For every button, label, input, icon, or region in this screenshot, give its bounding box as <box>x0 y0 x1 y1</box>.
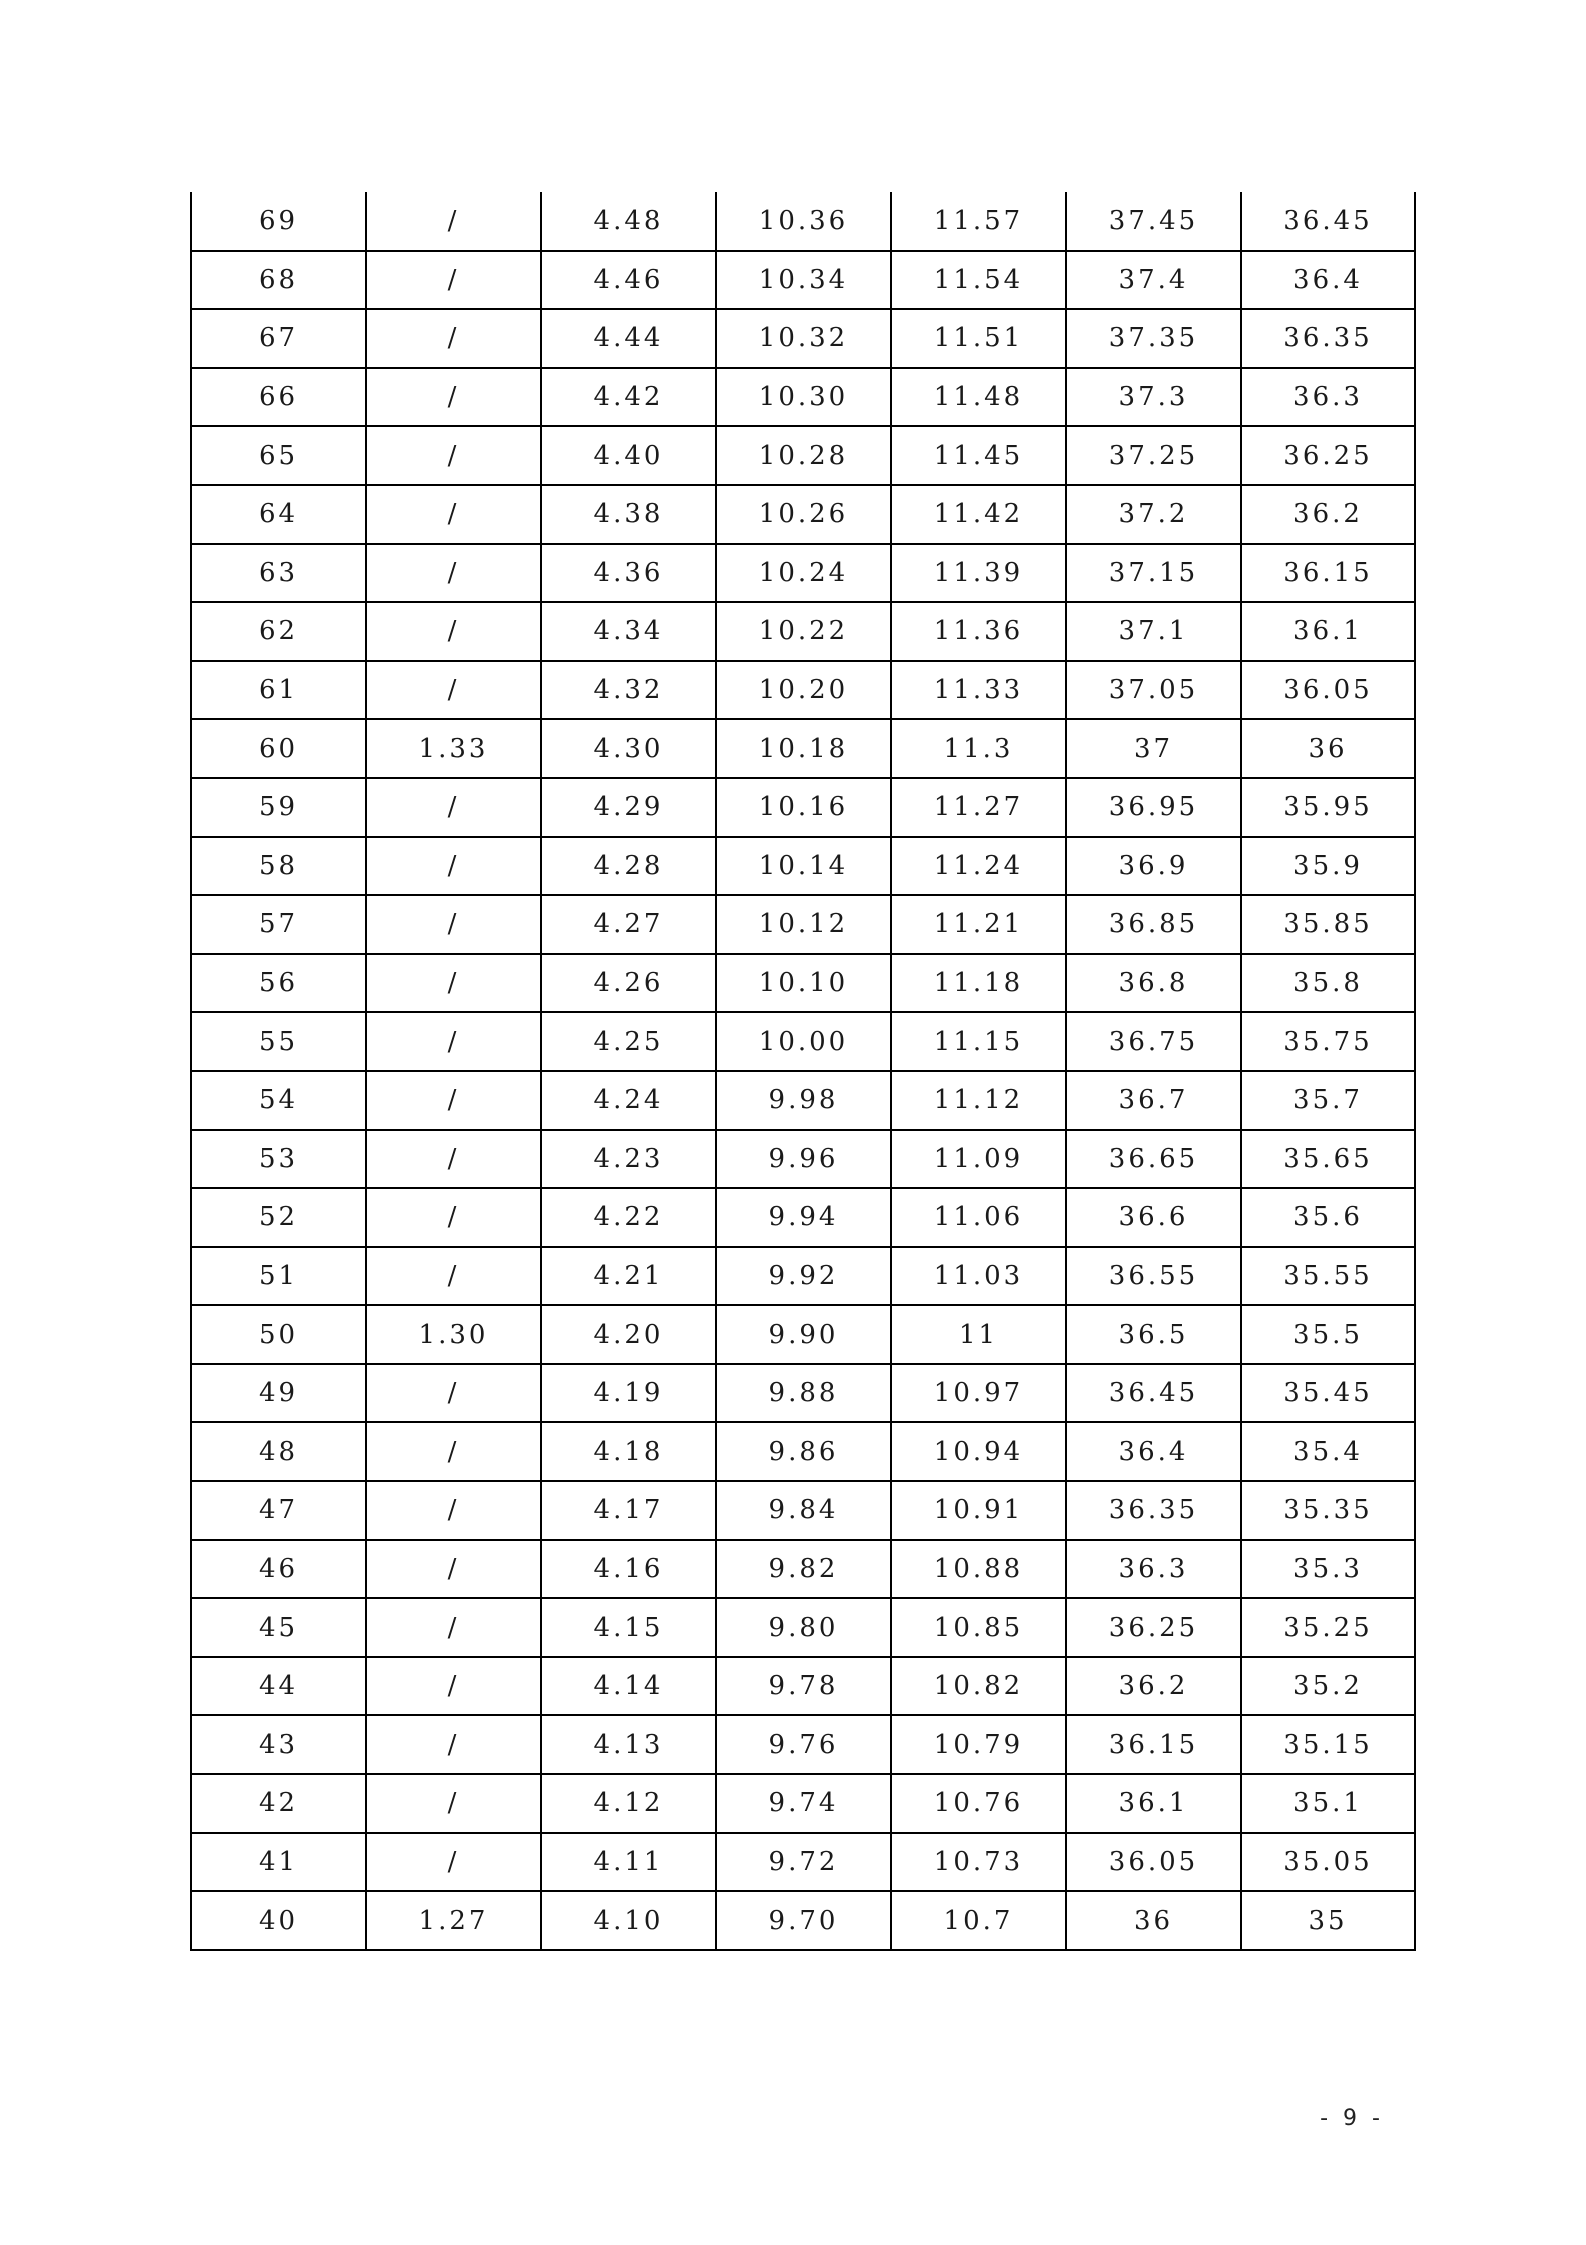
table-cell: 36.2 <box>1066 1657 1241 1716</box>
table-cell: 57 <box>191 895 366 954</box>
table-cell: 10.30 <box>716 368 891 427</box>
table-cell: 36.45 <box>1241 192 1415 251</box>
table-cell: 1.30 <box>366 1305 541 1364</box>
table-cell: 4.13 <box>541 1715 716 1774</box>
table-cell: 68 <box>191 251 366 310</box>
table-row <box>191 895 1415 954</box>
table-cell: 36.65 <box>1066 1130 1241 1189</box>
table-cell: 36.35 <box>1066 1481 1241 1540</box>
table-cell: 66 <box>191 368 366 427</box>
table-row <box>191 837 1415 896</box>
table-cell: 35.4 <box>1241 1422 1415 1481</box>
table-cell: 36.4 <box>1066 1422 1241 1481</box>
table-cell: 60 <box>191 719 366 778</box>
table-cell: 67 <box>191 309 366 368</box>
table-cell: 4.27 <box>541 895 716 954</box>
table-cell: 4.19 <box>541 1364 716 1423</box>
table-cell: 11.15 <box>891 1012 1066 1071</box>
table-cell: 11.12 <box>891 1071 1066 1130</box>
table-cell: / <box>366 1540 541 1599</box>
table-row <box>191 485 1415 544</box>
table-cell: 35.05 <box>1241 1833 1415 1892</box>
score-table <box>190 192 1416 1951</box>
table-cell: 4.16 <box>541 1540 716 1599</box>
table-row <box>191 602 1415 661</box>
table-cell: 4.30 <box>541 719 716 778</box>
table-cell: 11.42 <box>891 485 1066 544</box>
table-row <box>191 1833 1415 1892</box>
table-cell: 36.1 <box>1241 602 1415 661</box>
table-cell: 55 <box>191 1012 366 1071</box>
table-cell: 10.24 <box>716 544 891 603</box>
table-cell: 47 <box>191 1481 366 1540</box>
table-cell: 35.2 <box>1241 1657 1415 1716</box>
table-cell: 64 <box>191 485 366 544</box>
table-cell: 49 <box>191 1364 366 1423</box>
table-cell: 42 <box>191 1774 366 1833</box>
table-cell: 11.51 <box>891 309 1066 368</box>
table-cell: / <box>366 309 541 368</box>
table-cell: / <box>366 368 541 427</box>
table-cell: 10.12 <box>716 895 891 954</box>
table-cell: 35.65 <box>1241 1130 1415 1189</box>
table-cell: 36.3 <box>1241 368 1415 427</box>
table-row <box>191 426 1415 485</box>
table-cell: 48 <box>191 1422 366 1481</box>
table-cell: 4.11 <box>541 1833 716 1892</box>
table-cell: 9.72 <box>716 1833 891 1892</box>
table-cell: 35.95 <box>1241 778 1415 837</box>
table-cell: 10.18 <box>716 719 891 778</box>
table-cell: 9.76 <box>716 1715 891 1774</box>
table-cell: 10.32 <box>716 309 891 368</box>
table-cell: 9.90 <box>716 1305 891 1364</box>
table-cell: 37.35 <box>1066 309 1241 368</box>
table-row <box>191 1012 1415 1071</box>
table-cell: 61 <box>191 661 366 720</box>
table-row <box>191 661 1415 720</box>
table-cell: 40 <box>191 1891 366 1950</box>
table-cell: 53 <box>191 1130 366 1189</box>
table-cell: 41 <box>191 1833 366 1892</box>
table-row <box>191 1598 1415 1657</box>
table-cell: 4.10 <box>541 1891 716 1950</box>
table-cell: 36.15 <box>1066 1715 1241 1774</box>
table-row <box>191 1715 1415 1774</box>
table-cell: 37 <box>1066 719 1241 778</box>
table-cell: 11.18 <box>891 954 1066 1013</box>
table-cell: / <box>366 954 541 1013</box>
table-cell: 4.23 <box>541 1130 716 1189</box>
table-cell: 10.82 <box>891 1657 1066 1716</box>
table-cell: 4.36 <box>541 544 716 603</box>
table-cell: / <box>366 1247 541 1306</box>
table-cell: 11.06 <box>891 1188 1066 1247</box>
table-cell: 50 <box>191 1305 366 1364</box>
table-cell: 36.05 <box>1066 1833 1241 1892</box>
table-row <box>191 251 1415 310</box>
table-cell: 37.25 <box>1066 426 1241 485</box>
table-cell: 11.03 <box>891 1247 1066 1306</box>
table-cell: 36 <box>1066 1891 1241 1950</box>
table-cell: 11.57 <box>891 192 1066 251</box>
table-cell: 35.35 <box>1241 1481 1415 1540</box>
table-cell: 4.21 <box>541 1247 716 1306</box>
table-cell: 9.98 <box>716 1071 891 1130</box>
table-cell: / <box>366 778 541 837</box>
table-cell: 36 <box>1241 719 1415 778</box>
table-cell: 11.24 <box>891 837 1066 896</box>
table-cell: 36.3 <box>1066 1540 1241 1599</box>
table-cell: 35.85 <box>1241 895 1415 954</box>
table-row <box>191 1657 1415 1716</box>
table-cell: 9.86 <box>716 1422 891 1481</box>
table-cell: 11.36 <box>891 602 1066 661</box>
table-cell: / <box>366 251 541 310</box>
table-cell: 35.8 <box>1241 954 1415 1013</box>
table-row <box>191 1188 1415 1247</box>
table-cell: / <box>366 1715 541 1774</box>
table-cell: 36.85 <box>1066 895 1241 954</box>
table-cell: / <box>366 1364 541 1423</box>
table-cell: 59 <box>191 778 366 837</box>
table-body <box>191 192 1415 1950</box>
table-cell: 9.74 <box>716 1774 891 1833</box>
table-cell: / <box>366 1130 541 1189</box>
table-cell: 4.48 <box>541 192 716 251</box>
table-cell: 10.26 <box>716 485 891 544</box>
table-row <box>191 192 1415 251</box>
table-row <box>191 954 1415 1013</box>
table-cell: 9.78 <box>716 1657 891 1716</box>
table-cell: / <box>366 1188 541 1247</box>
table-cell: 35.6 <box>1241 1188 1415 1247</box>
table-cell: 4.28 <box>541 837 716 896</box>
table-cell: / <box>366 837 541 896</box>
table-cell: 37.4 <box>1066 251 1241 310</box>
table-cell: 36.9 <box>1066 837 1241 896</box>
table-cell: 10.7 <box>891 1891 1066 1950</box>
table-cell: 36.2 <box>1241 485 1415 544</box>
table-cell: 63 <box>191 544 366 603</box>
table-cell: / <box>366 1422 541 1481</box>
table-cell: 36.05 <box>1241 661 1415 720</box>
table-cell: 11.3 <box>891 719 1066 778</box>
table-cell: 36.6 <box>1066 1188 1241 1247</box>
table-row <box>191 1364 1415 1423</box>
table-cell: / <box>366 426 541 485</box>
table-cell: 58 <box>191 837 366 896</box>
table-cell: 10.91 <box>891 1481 1066 1540</box>
table-cell: 4.22 <box>541 1188 716 1247</box>
table-cell: / <box>366 1774 541 1833</box>
table-cell: / <box>366 1598 541 1657</box>
table-cell: 4.15 <box>541 1598 716 1657</box>
table-cell: 62 <box>191 602 366 661</box>
table-cell: 36.45 <box>1066 1364 1241 1423</box>
table-row <box>191 1247 1415 1306</box>
table-cell: 36.7 <box>1066 1071 1241 1130</box>
table-cell: 4.12 <box>541 1774 716 1833</box>
table-cell: 4.24 <box>541 1071 716 1130</box>
page-number: - 9 - <box>1320 2106 1384 2131</box>
table-cell: / <box>366 485 541 544</box>
table-cell: 4.46 <box>541 251 716 310</box>
table-cell: / <box>366 192 541 251</box>
table-cell: 9.82 <box>716 1540 891 1599</box>
table-cell: 4.34 <box>541 602 716 661</box>
table-cell: 4.26 <box>541 954 716 1013</box>
table-row <box>191 368 1415 427</box>
table-cell: 4.25 <box>541 1012 716 1071</box>
table-row <box>191 1481 1415 1540</box>
table-cell: 69 <box>191 192 366 251</box>
table-cell: 11.39 <box>891 544 1066 603</box>
table-cell: 10.20 <box>716 661 891 720</box>
table-cell: 11.33 <box>891 661 1066 720</box>
table-cell: 35.5 <box>1241 1305 1415 1364</box>
table-cell: 11.48 <box>891 368 1066 427</box>
table-cell: 35.7 <box>1241 1071 1415 1130</box>
table-cell: 1.33 <box>366 719 541 778</box>
table-cell: 11 <box>891 1305 1066 1364</box>
table-row <box>191 1891 1415 1950</box>
table-cell: 51 <box>191 1247 366 1306</box>
table-cell: 4.44 <box>541 309 716 368</box>
table-cell: 37.1 <box>1066 602 1241 661</box>
table-row <box>191 719 1415 778</box>
table-cell: 36.95 <box>1066 778 1241 837</box>
table-row <box>191 1422 1415 1481</box>
table-cell: 43 <box>191 1715 366 1774</box>
table-cell: 36.75 <box>1066 1012 1241 1071</box>
table-cell: 37.15 <box>1066 544 1241 603</box>
table-cell: 1.27 <box>366 1891 541 1950</box>
table-cell: 10.94 <box>891 1422 1066 1481</box>
table-cell: 10.76 <box>891 1774 1066 1833</box>
table-cell: 10.34 <box>716 251 891 310</box>
table-cell: 10.36 <box>716 192 891 251</box>
table-cell: 4.40 <box>541 426 716 485</box>
table-cell: 36.8 <box>1066 954 1241 1013</box>
table-cell: / <box>366 602 541 661</box>
table-cell: 10.10 <box>716 954 891 1013</box>
table-cell: 35.55 <box>1241 1247 1415 1306</box>
table-cell: / <box>366 1012 541 1071</box>
table-cell: 10.00 <box>716 1012 891 1071</box>
table-cell: 44 <box>191 1657 366 1716</box>
table-cell: / <box>366 544 541 603</box>
table-cell: 52 <box>191 1188 366 1247</box>
table-cell: 10.88 <box>891 1540 1066 1599</box>
table-cell: 9.84 <box>716 1481 891 1540</box>
table-cell: 4.14 <box>541 1657 716 1716</box>
table-cell: 36.15 <box>1241 544 1415 603</box>
table-cell: 4.17 <box>541 1481 716 1540</box>
table-cell: 36.25 <box>1241 426 1415 485</box>
table-cell: 10.79 <box>891 1715 1066 1774</box>
table-cell: / <box>366 1071 541 1130</box>
table-cell: 36.55 <box>1066 1247 1241 1306</box>
table-row <box>191 1305 1415 1364</box>
table-cell: 11.45 <box>891 426 1066 485</box>
table-cell: 35.9 <box>1241 837 1415 896</box>
table-cell: 35 <box>1241 1891 1415 1950</box>
table-cell: 11.54 <box>891 251 1066 310</box>
table-cell: 10.22 <box>716 602 891 661</box>
table-cell: 10.16 <box>716 778 891 837</box>
table-cell: 35.45 <box>1241 1364 1415 1423</box>
table-cell: 46 <box>191 1540 366 1599</box>
table-cell: 11.21 <box>891 895 1066 954</box>
table-cell: 9.80 <box>716 1598 891 1657</box>
table-cell: 9.96 <box>716 1130 891 1189</box>
table-cell: 35.3 <box>1241 1540 1415 1599</box>
table-cell: 36.5 <box>1066 1305 1241 1364</box>
table-cell: 4.42 <box>541 368 716 427</box>
table-row <box>191 1071 1415 1130</box>
table-cell: / <box>366 661 541 720</box>
table-cell: 35.15 <box>1241 1715 1415 1774</box>
table-cell: / <box>366 1833 541 1892</box>
table-cell: 10.97 <box>891 1364 1066 1423</box>
table-cell: 56 <box>191 954 366 1013</box>
table-cell: 37.05 <box>1066 661 1241 720</box>
table-cell: 4.32 <box>541 661 716 720</box>
table-cell: 9.70 <box>716 1891 891 1950</box>
table-cell: 10.73 <box>891 1833 1066 1892</box>
table-cell: 11.09 <box>891 1130 1066 1189</box>
table-row <box>191 544 1415 603</box>
table-cell: 10.85 <box>891 1598 1066 1657</box>
table-cell: 37.2 <box>1066 485 1241 544</box>
table-cell: 10.28 <box>716 426 891 485</box>
table-cell: 10.14 <box>716 837 891 896</box>
table-row <box>191 309 1415 368</box>
table-cell: / <box>366 1481 541 1540</box>
table-cell: 54 <box>191 1071 366 1130</box>
table-cell: 9.92 <box>716 1247 891 1306</box>
table-cell: 37.3 <box>1066 368 1241 427</box>
table-cell: 35.25 <box>1241 1598 1415 1657</box>
table-cell: / <box>366 1657 541 1716</box>
table-row <box>191 1774 1415 1833</box>
table-cell: 4.20 <box>541 1305 716 1364</box>
table-cell: 36.1 <box>1066 1774 1241 1833</box>
table-row <box>191 778 1415 837</box>
table-cell: 65 <box>191 426 366 485</box>
table-cell: 9.88 <box>716 1364 891 1423</box>
table-cell: 36.25 <box>1066 1598 1241 1657</box>
table-row <box>191 1130 1415 1189</box>
table-cell: 35.75 <box>1241 1012 1415 1071</box>
table-cell: 9.94 <box>716 1188 891 1247</box>
table-row <box>191 1540 1415 1599</box>
table-cell: 45 <box>191 1598 366 1657</box>
table-cell: 36.35 <box>1241 309 1415 368</box>
table-cell: 11.27 <box>891 778 1066 837</box>
table-cell: / <box>366 895 541 954</box>
table-cell: 4.38 <box>541 485 716 544</box>
table-cell: 37.45 <box>1066 192 1241 251</box>
table-cell: 35.1 <box>1241 1774 1415 1833</box>
table-cell: 36.4 <box>1241 251 1415 310</box>
table-cell: 4.29 <box>541 778 716 837</box>
table-cell: 4.18 <box>541 1422 716 1481</box>
